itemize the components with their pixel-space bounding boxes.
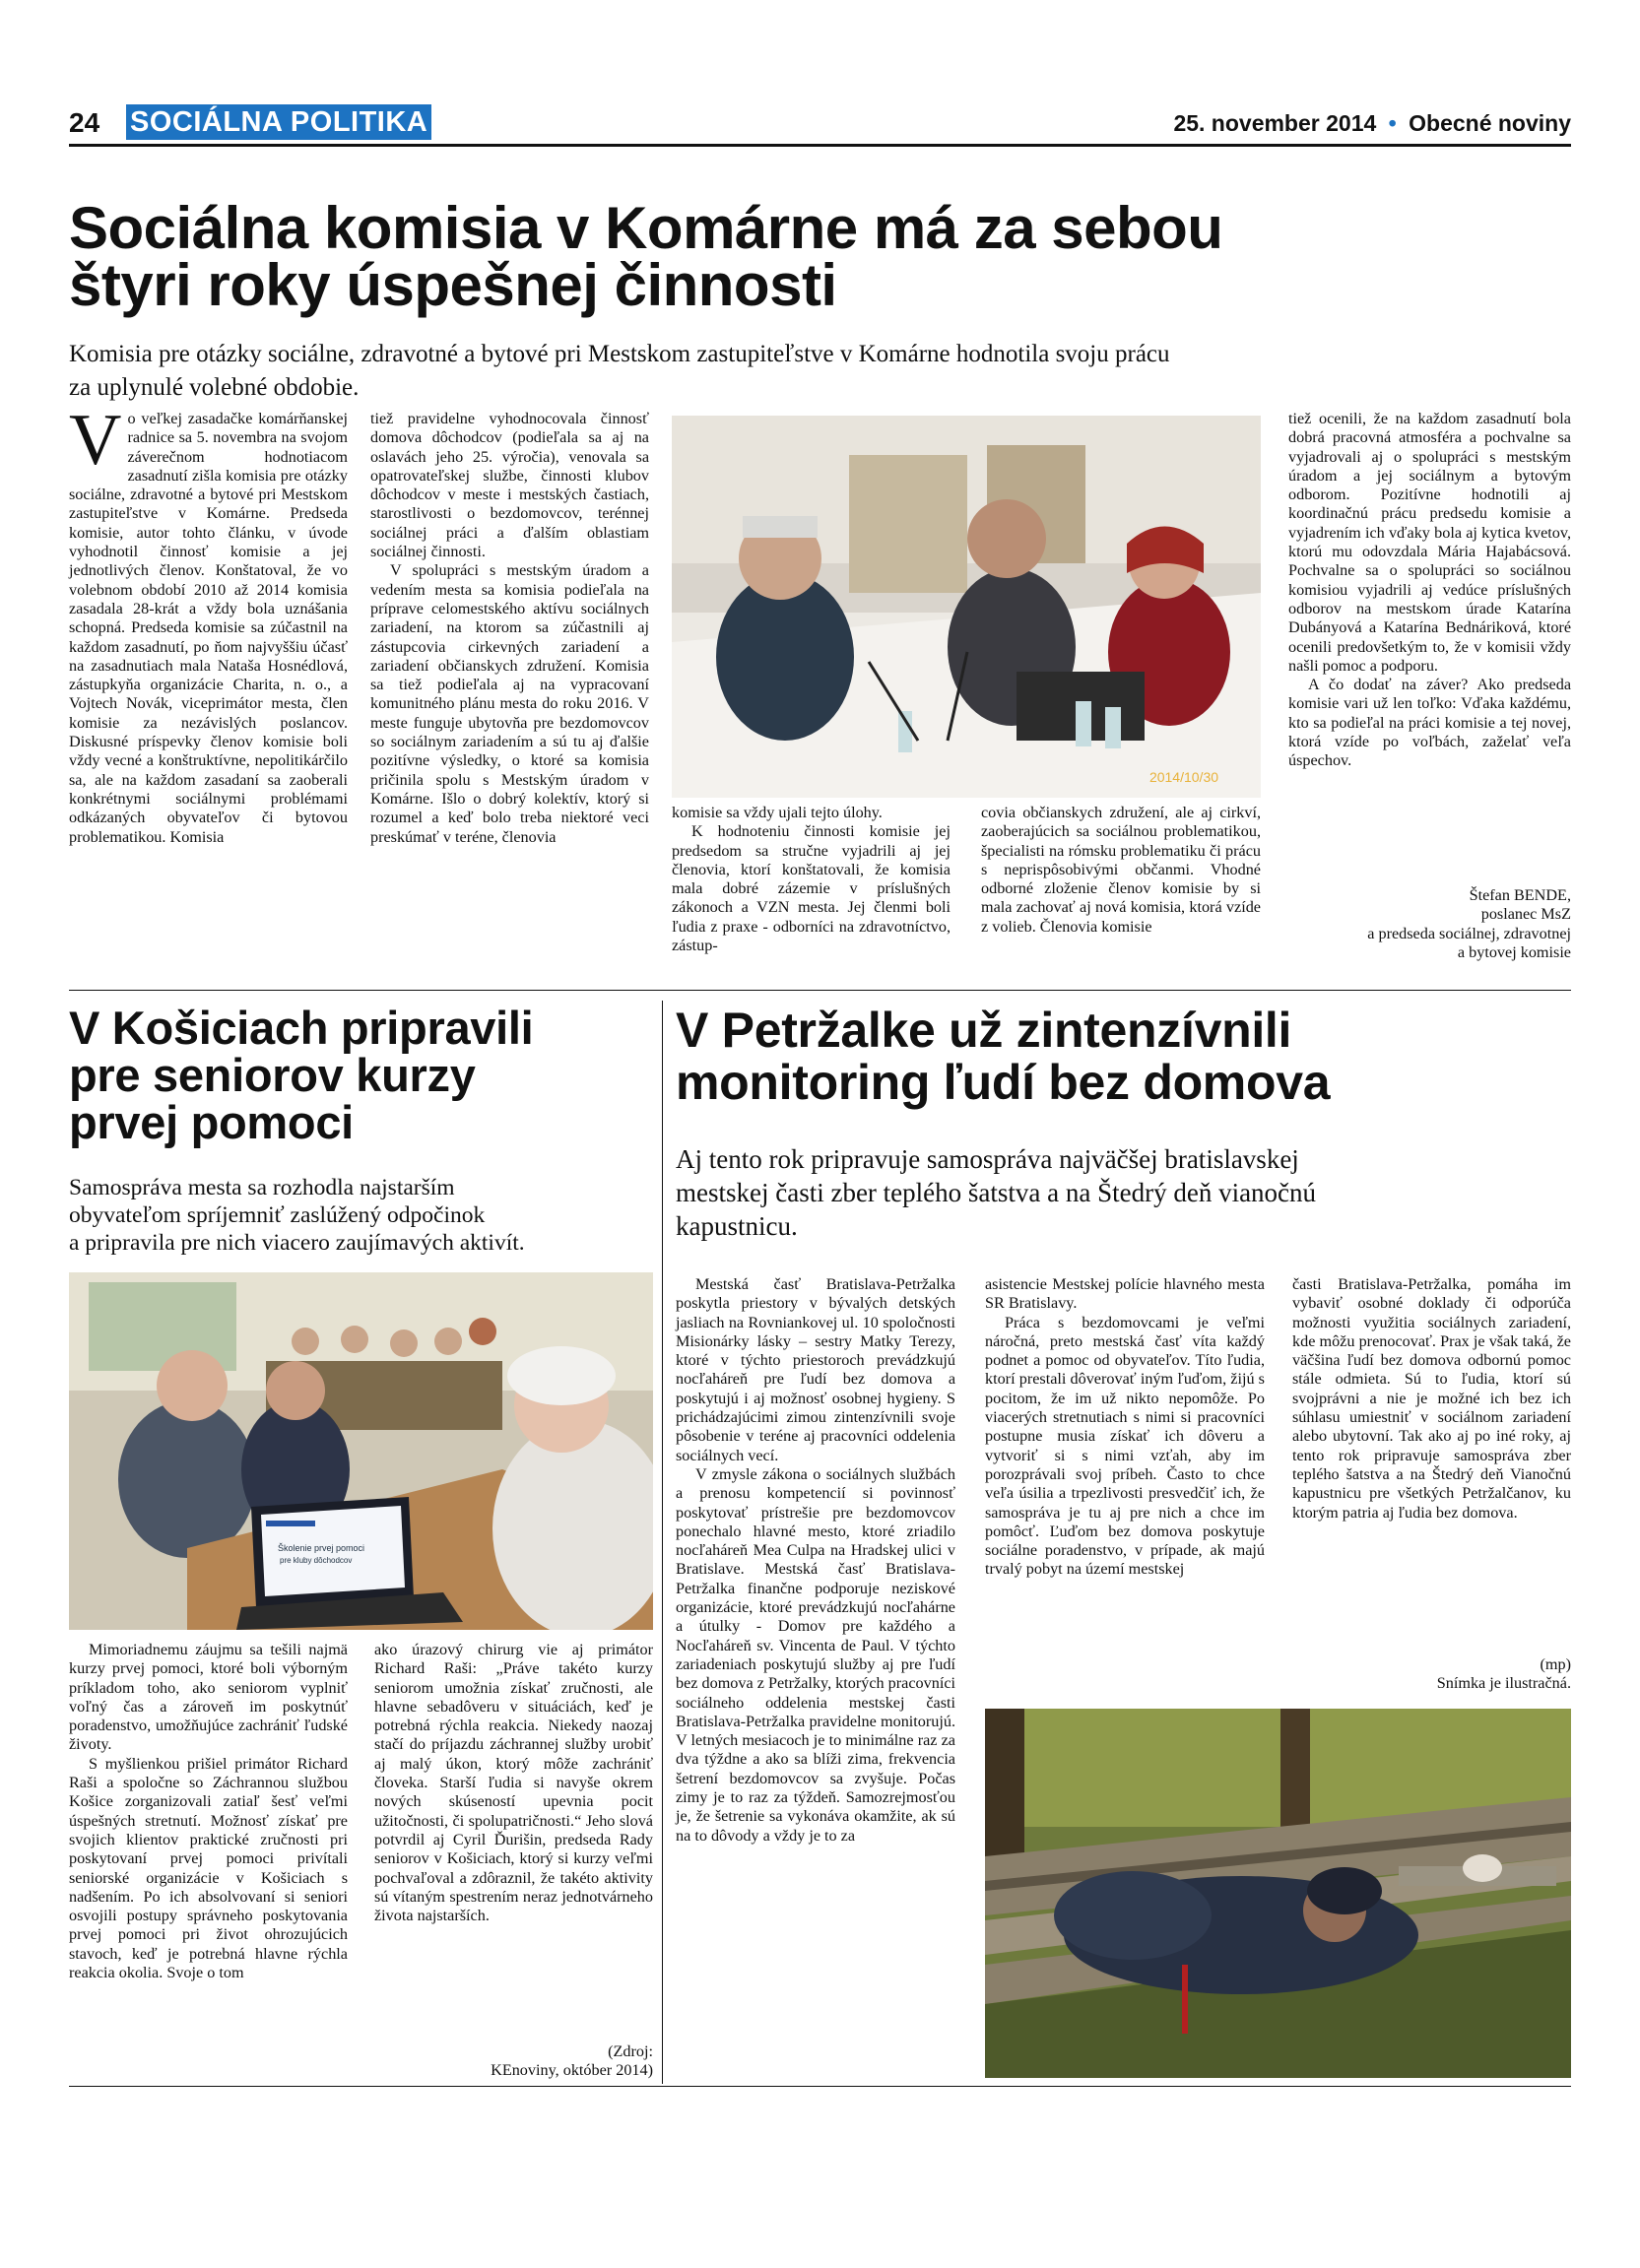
- article3-headline-line2: monitoring ľudí bez domova: [676, 1055, 1331, 1110]
- article2-column1: [69, 1641, 348, 2079]
- article2-headline-line3: prvej pomoci: [69, 1096, 354, 1148]
- article2-lead-line2: obyvateľom spríjemniť zaslúžený odpočinok: [69, 1202, 486, 1228]
- article1-col2-p1: tiež pravidelne vyhodnocovala činnosť domova dôchodcov (podieľala sa aj na oslavách jeho 25. výročia), venovala sa opatrovateľskej službe, činnosti klubov dôchodcov v meste i mestských častiach, starostlivosti o bezdomovcov, terénnej sociálnej práci a ďalším oblastiam sociálnej činnosti.: [370, 410, 649, 561]
- article1-col4-text: covia občianskych združení, ale aj cirkví, zaoberajúcich sa sociálnou problematikou, špecialisti na rómsku problematiku či prácu s neprispôsobivými občanmi. Vhodné odborné zloženie členov komisie by si mala zachovať aj nová komisia, ktorá vzíde z volieb. Členovia komisie: [981, 804, 1261, 936]
- screen-text-line1: Školenie prvej pomoci: [278, 1543, 365, 1553]
- article1-col3-p1: komisie sa vždy ujali tejto úlohy.: [672, 804, 883, 821]
- article1-lead-line2: za uplynulé volebné obdobie.: [69, 374, 360, 401]
- article3-headline-line1: V Petržalke už zintenzívnili: [676, 1003, 1292, 1058]
- column-divider: [662, 1001, 663, 2084]
- article2-source: [374, 2042, 653, 2081]
- article2-seniors-photo: [69, 1272, 653, 1630]
- article2-col2-text: ako úrazový chirurg vie aj primátor Richard Raši: „Práve takéto kurzy seniorom umožnia získať zručnosti, ale hlavne sebadôveru v situáciách, keď je potrebná rýchla reakcia. Niekedy naozaj stačí do príjazdu záchrannej služby urobiť aj malý úkon, ktorý môže zachrániť človeka. Starší ľudia si navyše okrem nových skúseností upevnia pocit užitočnosti, či spolupatričnosti.“ Jeho slová potvrdil aj Cyril Ďurišin, predseda Rady seniorov v Košiciach, ktorý si kurzy veľmi pochvaľoval a zdôraznil, že takéto aktivity sú vítaným spestrením neraz jednotvárneho života najstarších.: [374, 1641, 653, 1925]
- article3-lead-line1: Aj tento rok pripravuje samospráva najväčšej bratislavskej: [676, 1144, 1299, 1174]
- article3-signature: [1292, 1655, 1571, 1694]
- article1-col3-p2: K hodnoteniu činnosti komisie jej predsedom sa stručne vyjadrili aj jej členovia, ktorí konštatovali, že komisia mala dobré zázemie v príslušných zákonoch a VZN mesta. Jej členmi boli ľudia z praxe - odborníci na zdravotníctvo, zástup-: [672, 822, 951, 955]
- article1-column5: [1288, 410, 1571, 873]
- article3-signature-initials: (mp): [1540, 1655, 1571, 1673]
- article1-column2: [370, 410, 649, 981]
- article1-signature: [1288, 886, 1571, 962]
- article3-column1: [676, 1275, 955, 2083]
- article3-col1-p2: V zmysle zákona o sociálnych službách a prenosu kompetencií si povinnosť poskytovať prístrešie pre bezdomovcov ponechalo hlavné mesto, ktoré zriadilo nocľaháreň Mea Culpa na Hradskej ulici v Bratislave. Mestská časť Bratislava-Petržalka finančne podporuje neziskové organizácie, ktoré prevádzkujú nocľahárne a útulky - Domov pre každého a Nocľaháreň sv. Vincenta de Paul. V týchto zariadeniach poskytujú služby aj pre ľudí bez domova z Petržalky, ktorých pracovníci sociálneho oddelenia mestskej časti Bratislava-Petržalka pravidelne monitorujú. V letných mesiacoch je to minimálne raz za dva týždne a ako sa blíži zima, frekvencia šetrení bezdomovcov sa zvyšuje. Počas zimy je to raz za týždeň. Samozrejmosťou je, že šetrenie sa vykonáva okamžite, ak sú na to dôvody a vždy je to za: [676, 1464, 955, 1845]
- article2-lead-line3: a pripravila pre nich viacero zaujímavých aktivít.: [69, 1230, 525, 1256]
- signature-role3: a bytovej komisie: [1457, 942, 1571, 961]
- signature-role1: poslanec MsZ: [1480, 905, 1571, 924]
- article1-column1: [69, 400, 348, 981]
- article1-lead: [69, 338, 1170, 405]
- article3-col2-p1: asistencie Mestskej polície hlavného mesta SR Bratislavy.: [985, 1275, 1265, 1313]
- article3-lead: [676, 1142, 1316, 1243]
- page-bottom-rule: [69, 2086, 1571, 2087]
- article2-lead: [69, 1174, 525, 1257]
- article3-column2: [985, 1275, 1265, 1679]
- issue-date: 25. november 2014: [1173, 110, 1377, 136]
- article3-homeless-photo: [985, 1709, 1571, 2078]
- issue-info: [1173, 108, 1571, 138]
- article3-col1-p1: Mestská časť Bratislava-Petržalka poskytla priestory v bývalých detských jasliach na Rovniankovej ul. 10 spoločnosti Misionárky lásky – sestry Matky Terezy, ktoré v týchto priestoroch prevádzkujú nocľaháreň pre ľudí bez domova a poskytujú i aj možnosť osobnej hygieny. S prichádzajúcimi zimou zintenzívnili svoje pôsobenie v teréne aj pracovníci oddelenia sociálnych vecí.: [676, 1275, 955, 1464]
- signature-name: Štefan BENDE,: [1469, 886, 1571, 904]
- article3-col3-text: časti Bratislava-Petržalka, pomáha im vybaviť osobné doklady či odporúča možnosti využitia sociálnych zariadení, kde môžu prenocovať. Prax je však taká, že väčšina ľudí bez domova odbornú pomoc stále odmieta. Sú to ľudia, ktorí sú svojprávni a nie je možné ich bez ich súhlasu umiestniť v sociálnom zariadení alebo ubytovní. Tak ako aj po iné roky, aj tento rok pripravuje samospráva zber teplého šatstva a na Štedrý deň Vianočnú kapustnicu pre všetkých Petržalčanov, ku ktorým patria aj ľudia bez domova.: [1292, 1275, 1571, 1522]
- article3-lead-line2: mestskej časti zber teplého šatstva a na Štedrý deň vianočnú: [676, 1178, 1317, 1207]
- article1-meeting-photo: [672, 416, 1261, 798]
- article2-col1-p2: S myšlienkou prišiel primátor Richard Raši a spoločne so Záchrannou službou Košice zorganizovali zatiaľ šesť veľmi úspešných stretnutí. Možnosť získať pre svojich klientov praktické zručnosti pri poskytovaní prvej pomoci privítali seniorské organizácie v Košiciach s nadšením. Po ich absolvovaní si seniori osvojili postupy správneho poskytovania prvej pomoci pri život ohrozujúcich stavoch, keď je potrebná hlavne rýchla reakcia okolia. Svoje o tom: [69, 1754, 348, 1982]
- masthead-rule: [69, 144, 1571, 147]
- source-line1: (Zdroj:: [608, 2042, 653, 2060]
- newspaper-name: Obecné noviny: [1409, 110, 1571, 136]
- article3-col2-p2: Práca s bezdomovcami je veľmi náročná, preto mestská časť víta každý podnet a pomoc od obyvateľov. Títo ľudia, ktorí prestali dôverovať iným ľuďom, žijú s pocitom, že im už nikto nepomôže. Po viacerých stretnutiach s nimi si pracovníci postupne musia získať ich dôveru a vytvoriť si s nimi vzťah, aby im porozprávali svoj príbeh. Často to chce veľa úsilia a trpezlivosti presvedčiť ich, že samospráva je tu aj pre nich a chce im pomôcť. Ľuďom bez domova poskytuje sociálne poradenstvo, v prípade, ak majú trvalý pobyt na území mestskej: [985, 1313, 1265, 1579]
- article1-col5-p1: tiež ocenili, že na každom zasadnutí bola dobrá pracovná atmosféra a pochvalne sa vyjadrovali aj o spolupráci s mestským úradom a jej sociálnym a bytovým odborom. Pozitívne hodnotili aj koordinačnú prácu predsedu komisie a vyjadrením ich vďaky bola aj kytica kvetov, ktorú mu odovzdala Mária Hajabácsová. Pochvalne sa o spolupráci so sociálnou komisiou vyjadrili aj vedúce príslušných odborov na mestskom úrade Katarína Dubányová a Katarína Bednáriková, ktoré ocenili predovšetkým to, že v komisii vždy našli pomoc a podporu.: [1288, 410, 1571, 675]
- article2-headline: [69, 1004, 533, 1146]
- section-label: SOCIÁLNA POLITIKA: [126, 104, 431, 140]
- article1-headline-line1: Sociálna komisia v Komárne má za sebou: [69, 195, 1223, 261]
- photo-note: Snímka je ilustračná.: [1436, 1674, 1571, 1693]
- article3-lead-line3: kapustnicu.: [676, 1211, 798, 1241]
- article1-col1-text: o veľkej zasadačke komárňanskej radnice sa 5. novembra na svojom záverečnom hodnotiacom zasadnutí zišla komisia pre otázky sociálne, zdravotné a bytové pri Mestskom zastupiteľstve v Komárne. Predseda komisie, autor tohto článku, v úvode vyhodnotil činnosť komisie a jej jednotlivých členov. Konštatoval, že vo volebnom období 2010 až 2014 komisia zasadala 28-krát a vždy bola uznášania schopná. Predseda komisie sa zúčastnil na každom zasadnutí, po ňom najvyššiu účasť na zasadnutiach mala Nataša Hosnédlová, zástupkyňa organizácie Charita, n. o., a Vojtech Novák, viceprimátor mesta, člen komisie za nezávislých poslancov. Diskusné príspevky členov komisie boli vždy vecné a konštruktívne, nepolitikárčilo sa, ale na každom zasadaní sa zaoberali konkrétnymi sociálnymi problémami odkázaných obyvateľov či bytovou problematikou. Komisia: [69, 410, 348, 846]
- photo-date-stamp: 2014/10/30: [1148, 769, 1219, 785]
- separator-bullet: •: [1388, 110, 1397, 136]
- article1-lead-line1: Komisia pre otázky sociálne, zdravotné a bytové pri Mestskom zastupiteľstve v Komárne hodnotila svoju prácu: [69, 341, 1170, 367]
- page-number: 24: [69, 107, 100, 138]
- article1-headline-line2: štyri roky úspešnej činnosti: [69, 252, 837, 318]
- article1-col5-p2: A čo dodať na záver? Ako predseda komisie vari už len toľko: Vďaka každému, kto sa podieľal na práci komisie a tej novej, ktorá vzíde po voľbách, zaželať veľa úspechov.: [1288, 676, 1571, 770]
- source-line2: KEnoviny, október 2014): [491, 2061, 653, 2080]
- article2-headline-line2: pre seniorov kurzy: [69, 1049, 476, 1101]
- article1-headline: [69, 195, 1223, 318]
- article1-bottom-rule: [69, 990, 1571, 991]
- signature-role2: a predseda sociálnej, zdravotnej: [1367, 924, 1571, 942]
- article1-col2-p2: V spolupráci s mestským úradom a vedením mesta sa komisia podieľala na príprave celomestského aktívu sociálnych zariadení, na ktorom sa zúčastnili aj zástupcovia cirkevných zariadení a zariadení občianskych združení. Komisia sa tiež podieľala aj na vypracovaní komunitného plánu mesta do roku 2016. V meste funguje ubytovňa pre bezdomovcov so sociálnym zariadením a sú tu aj ďalšie pozitívne výsledky, o ktoré sa komisia pričinila spolu s Mestským úradom v Komárne. Išlo o dobrý kolektív, ktorý si rozumel a keď bolo treba niektoré veci preskúmať v teréne, členovia: [370, 561, 649, 846]
- article2-col1-p1: Mimoriadnemu záujmu sa tešili najmä kurzy prvej pomoci, ktoré boli výborným príkladom toho, ako seniorom vyplniť voľný čas a zároveň im poskytnúť poradenstvo, umožňujúce zachrániť ľudské životy.: [69, 1641, 348, 1754]
- article3-headline: [676, 1004, 1330, 1109]
- article2-lead-line1: Samospráva mesta sa rozhodla najstarším: [69, 1175, 455, 1200]
- article1-column3: [672, 804, 951, 981]
- article1-dropcap: V: [69, 400, 122, 481]
- article2-column2: [374, 1641, 653, 2035]
- article2-headline-line1: V Košiciach pripravili: [69, 1002, 534, 1054]
- article1-column4: [981, 804, 1261, 981]
- article3-column3: [1292, 1275, 1571, 1650]
- screen-text-line2: pre kluby dôchodcov: [280, 1556, 353, 1565]
